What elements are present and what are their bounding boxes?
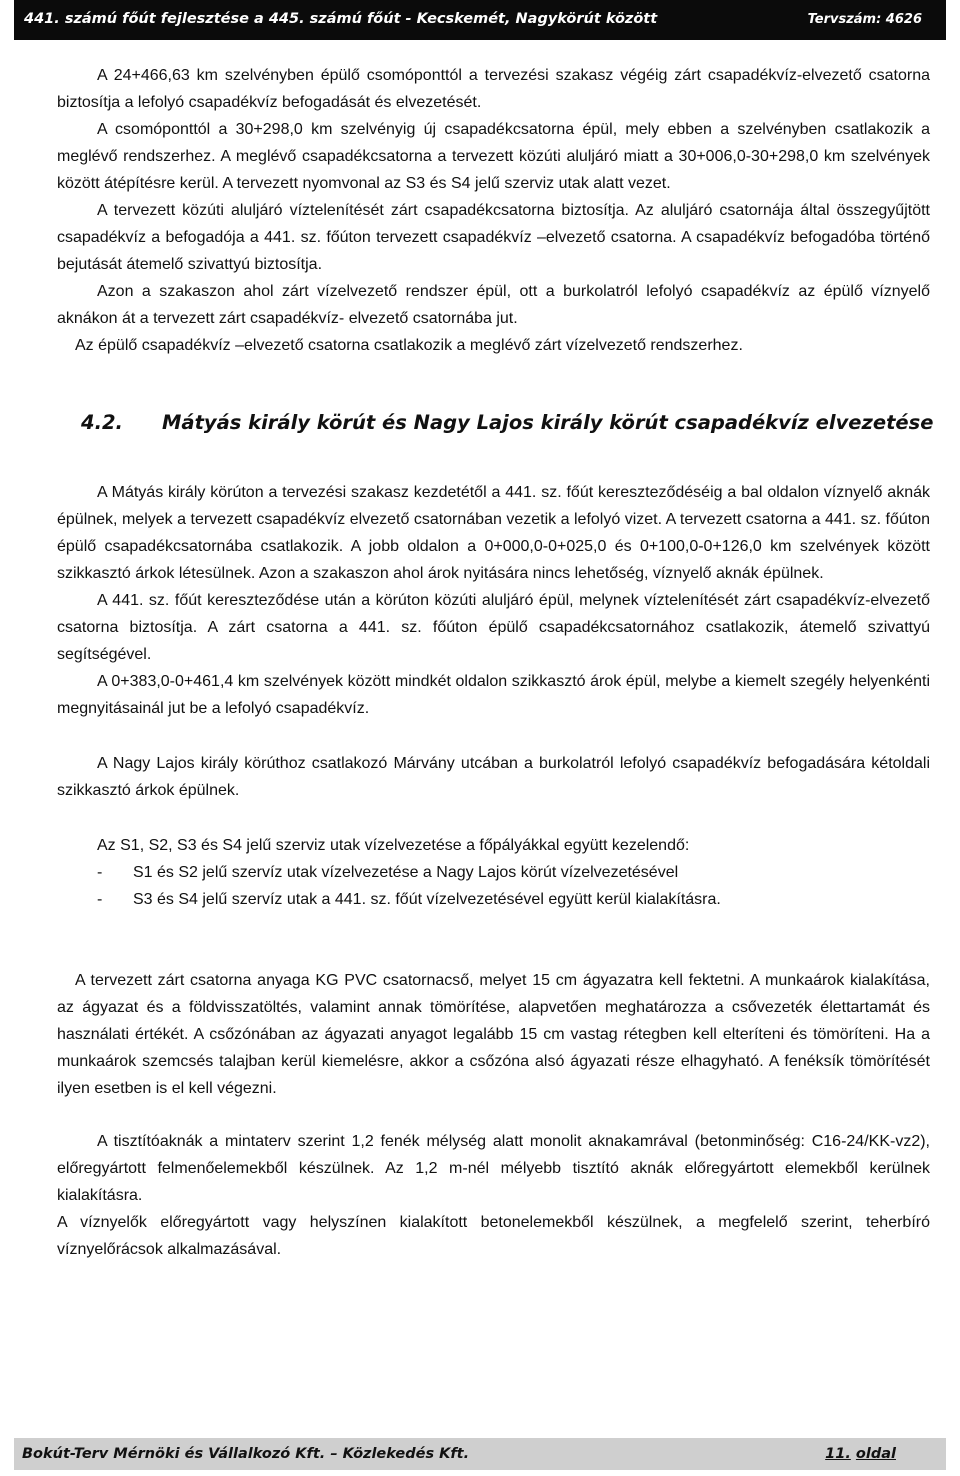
footer-company: Bokút-Terv Mérnöki és Vállalkozó Kft. – Közlekedés Kft. (22, 1446, 470, 1462)
paragraph: A 441. sz. főút kereszteződése után a körúton közúti aluljáró épül, melynek víztelenítését zárt csapadékvíz-elvezető csatorna biztosítja. A zárt csatorna a 441. sz. főúton épülő csapadékcsatornához csatlakozik, átemelő szivattyú segítségével. (57, 592, 930, 663)
paragraph: A tervezett közúti aluljáró víztelenítését zárt csapadékcsatorna biztosítja. Az aluljáró csatornája által összegyűjtött csapadékvíz a befogadója a 441. sz. főúton tervezett csapadékvíz –elvezető csatorna. A csapadékvíz befogadóba történő bejutását átemelő szivattyú biztosítja. (57, 202, 930, 273)
header-title: 441. számú főút fejlesztése a 445. számú főút - Kecskemét, Nagykörút között (24, 11, 658, 27)
paragraph: A Mátyás király körúton a tervezési szakasz kezdetétől a 441. sz. főút kereszteződéséig a bal oldalon víznyelő aknák épülnek, melyek a tervezett csapadékvíz elvezető csatornában vezetik a lefolyó vizet. A tervezett csatorna a 441. sz. főúton épülő csapadékcsatornába csatlakozik. A jobb oldalon a 0+000,0-0+025,0 és 0+100,0-0+126,0 km szelvények között szikkasztó árkok létesülnek. Azon a szakaszon ahol árok nyitására nincs lehetőség, víznyelő aknák épülnek. (57, 484, 930, 582)
page-label: oldal (855, 1446, 896, 1462)
list-item-text: S1 és S2 jelű szervíz utak vízelvezetése a Nagy Lajos körút vízelvezetésével (133, 864, 679, 881)
paragraph: A tervezett zárt csatorna anyaga KG PVC csatornacső, melyet 15 cm ágyazatra kell fektetni. A munkaárok kialakítása, az ágyazat és a földvisszatöltés, valamint annak tömörítése, alapvetően meghatározza a csővezeték élettartamát és használati értékét. A csőzónában az ágyazati anyagot legalább 15 cm vastag rétegben kell elteríteni és tömöríteni. Ha a munkaárok szemcsés talajban kerül kiemelésre, akkor a csőzóna alsó ágyazati része elhagyható. A fenéksík tömörítését ilyen esetben is el kell végezni. (57, 972, 930, 1097)
paragraph: A Nagy Lajos király körúthoz csatlakozó Márvány utcában a burkolatról lefolyó csapadékvíz befogadására kétoldali szikkasztó árkok épülnek. (57, 755, 930, 799)
paragraph: A 0+383,0-0+461,4 km szelvények között mindkét oldalon szikkasztó árok épül, melybe a kiemelt szegély helyenkénti megnyitásainál jut be a lefolyó csapadékvíz. (57, 673, 930, 717)
document-body (57, 62, 934, 1263)
page-number: 11. (825, 1446, 851, 1462)
section-number: 4.2. (81, 411, 123, 434)
paragraph: A csomóponttól a 30+298,0 km szelvényig új csapadékcsatorna épül, mely ebben a szelvényben csatlakozik a meglévő rendszerhez. A meglévő csapadékcsatorna a tervezett közúti aluljáró miatt a 30+006,0-30+298,0 km szelvények között átépítésre kerül. A tervezett nyomvonal az S3 és S4 jelű szerviz utak alatt vezet. (57, 121, 930, 192)
list-item-text: S3 és S4 jelű szervíz utak a 441. sz. főút vízelvezetésével együtt kerül kialakításra. (133, 891, 721, 908)
bullet-marker: - (97, 891, 103, 908)
paragraph: Az épülő csapadékvíz –elvezető csatorna csatlakozik a meglévő zárt vízelvezető rendszerhez. (75, 337, 743, 354)
paragraph: A víznyelők előregyártott vagy helyszínen kialakított betonelemekből készülnek, a megfelelő szerint, teherbíró víznyelőrácsok alkalmazásával. (57, 1214, 930, 1258)
paragraph: A 24+466,63 km szelvényben épülő csomóponttól a tervezési szakasz végéig zárt csapadékvíz-elvezető csatorna biztosítja a lefolyó csapadékvíz befogadását és elvezetését. (57, 67, 930, 111)
page-footer (14, 1438, 946, 1470)
header-project-number: Tervszám: 4626 (807, 12, 922, 27)
section-heading (57, 411, 934, 441)
paragraph: A tisztítóaknák a mintaterv szerint 1,2 fenék mélység alatt monolit aknakamrával (betonminőség: C16-24/KK-vz2), előregyártott felmenőelemekből készülnek. Az 1,2 m-nél mélyebb tisztító aknák előregyártott elemekből kerülnek kialakításra. (57, 1133, 930, 1204)
page-header (14, 0, 946, 40)
list-item (57, 859, 930, 886)
paragraph: Az S1, S2, S3 és S4 jelű szerviz utak vízelvezetése a főpályákkal együtt kezelendő: (97, 837, 690, 854)
list-item (57, 886, 930, 913)
footer-page (825, 1446, 896, 1462)
bullet-marker: - (97, 864, 103, 881)
section-title: Mátyás király körút és Nagy Lajos király körút csapadékvíz elvezetése (162, 411, 934, 434)
paragraph: Azon a szakaszon ahol zárt vízelvezető rendszer épül, ott a burkolatról lefolyó csapadékvíz az épülő víznyelő aknákon át a tervezett zárt csapadékvíz- elvezető csatornába jut. (57, 283, 930, 327)
